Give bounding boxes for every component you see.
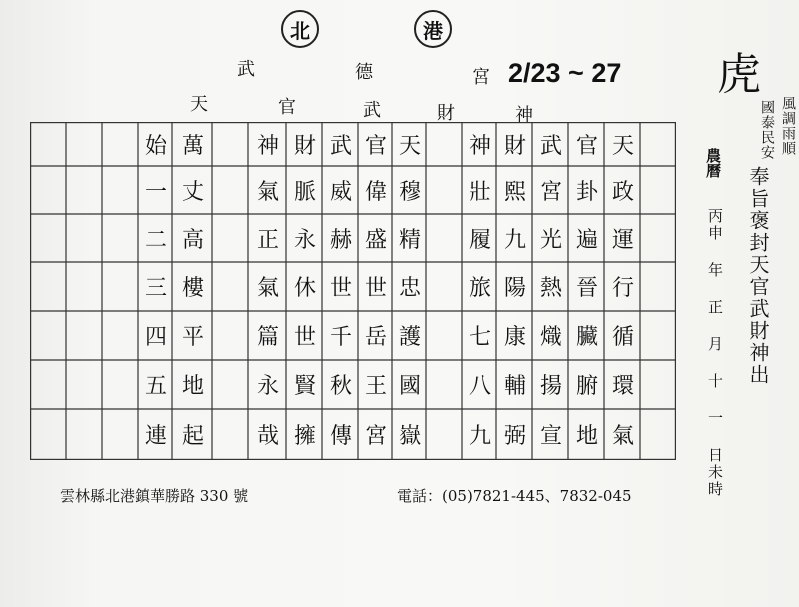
grid-char: 運 bbox=[611, 227, 634, 253]
grid-char: 嶽 bbox=[398, 424, 421, 449]
grid-char: 揚 bbox=[539, 374, 562, 399]
grid-char: 環 bbox=[611, 374, 634, 399]
grid-char: 連 bbox=[144, 424, 167, 449]
grid-char: 永 bbox=[293, 227, 316, 253]
grid-char: 傳 bbox=[329, 424, 352, 449]
grid-char: 晉 bbox=[575, 276, 598, 301]
grid-char: 穆 bbox=[398, 179, 421, 205]
deity-char-1: 天 bbox=[190, 94, 208, 115]
grid-char: 一 bbox=[144, 179, 167, 205]
grid-char: 康 bbox=[503, 325, 526, 350]
deity-char-3: 武 bbox=[363, 100, 381, 121]
grid-char: 盛 bbox=[364, 227, 387, 253]
grid-char: 永 bbox=[256, 374, 279, 399]
deity-char-2: 官 bbox=[278, 97, 296, 118]
grid-char: 循 bbox=[611, 325, 634, 350]
grid-char: 武 bbox=[539, 133, 562, 159]
temple-address: 雲林縣北港鎮華勝路 330 號 bbox=[60, 487, 249, 505]
grid-char: 七 bbox=[468, 325, 491, 350]
lunar-date: 丙申 年 正 月 十 一 日未時 bbox=[706, 208, 724, 498]
grid-char: 天 bbox=[611, 133, 634, 159]
grid-char: 氣 bbox=[256, 276, 279, 301]
decree-text: 奉旨褒封天官武財神出 bbox=[746, 166, 770, 386]
temple-char-2: 德 bbox=[355, 62, 373, 83]
grid-char: 熾 bbox=[539, 325, 562, 350]
grid-char: 政 bbox=[611, 179, 634, 205]
grid-char: 休 bbox=[293, 276, 316, 301]
grid-char: 陽 bbox=[503, 276, 526, 301]
grid-char: 神 bbox=[468, 133, 491, 159]
grid-char: 二 bbox=[144, 227, 167, 253]
grid-char: 宮 bbox=[364, 424, 387, 449]
grid-char: 威 bbox=[329, 179, 352, 205]
grid-char: 地 bbox=[181, 374, 204, 399]
temple-phone: 電話：(05)7821-445、7832-045 bbox=[397, 487, 632, 505]
grid-char: 脈 bbox=[293, 179, 316, 205]
grid-char: 腑 bbox=[575, 374, 598, 399]
grid-char: 神 bbox=[256, 133, 279, 159]
grid-char: 九 bbox=[503, 227, 526, 253]
grid-char: 世 bbox=[293, 325, 316, 350]
grid-char: 八 bbox=[468, 374, 491, 399]
grid-char: 始 bbox=[144, 133, 167, 159]
grid-char: 秋 bbox=[329, 374, 352, 399]
grid-char: 高 bbox=[181, 227, 204, 253]
grid-char: 氣 bbox=[256, 179, 279, 205]
grid-char: 精 bbox=[398, 227, 421, 253]
grid-char: 弼 bbox=[503, 424, 526, 449]
grid-char: 宣 bbox=[539, 424, 562, 449]
motto-wind-rain: 風調雨順 bbox=[780, 96, 796, 156]
grid-char: 履 bbox=[468, 227, 491, 253]
grid-char: 臟 bbox=[575, 325, 598, 350]
grid-char: 天 bbox=[398, 133, 421, 159]
grid-char: 三 bbox=[144, 276, 167, 301]
grid-char: 熱 bbox=[539, 276, 562, 301]
lunar-calendar-label: 農曆 bbox=[704, 148, 722, 178]
grid-char: 岳 bbox=[364, 325, 387, 350]
motto-peace: 國泰民安 bbox=[759, 100, 775, 160]
grid-char: 遍 bbox=[575, 227, 598, 253]
seal-bei: 北 bbox=[281, 10, 319, 48]
grid-char: 宮 bbox=[539, 179, 562, 205]
grid-char: 旅 bbox=[468, 276, 491, 301]
temple-char-1: 武 bbox=[237, 59, 255, 80]
seal-gang: 港 bbox=[414, 10, 452, 48]
grid-char: 世 bbox=[364, 276, 387, 301]
grid-char: 武 bbox=[329, 133, 352, 159]
grid-char: 哉 bbox=[256, 424, 279, 449]
grid-char: 熙 bbox=[503, 179, 526, 205]
grid-char: 護 bbox=[398, 325, 421, 350]
grid-char: 樓 bbox=[181, 276, 204, 301]
grid-char: 九 bbox=[468, 424, 491, 449]
grid-char: 光 bbox=[539, 227, 562, 253]
grid-char: 篇 bbox=[256, 325, 279, 350]
grid-char: 世 bbox=[329, 276, 352, 301]
grid-char: 擁 bbox=[293, 424, 316, 449]
grid-char: 正 bbox=[256, 227, 279, 253]
temple-char-3: 宮 bbox=[472, 67, 490, 88]
grid-char: 行 bbox=[611, 276, 634, 301]
grid-char: 輔 bbox=[503, 374, 526, 399]
grid-char: 四 bbox=[144, 325, 167, 350]
couplet-grid bbox=[30, 122, 676, 460]
grid-char: 賢 bbox=[293, 374, 316, 399]
deity-char-5: 神 bbox=[515, 105, 533, 126]
grid-char: 官 bbox=[364, 133, 387, 159]
grid-char: 財 bbox=[293, 133, 316, 159]
date-note: 2/23 ~ 27 bbox=[508, 58, 622, 88]
grid-char: 五 bbox=[144, 374, 167, 399]
grid-char: 國 bbox=[398, 374, 421, 399]
grid-char: 王 bbox=[364, 374, 387, 399]
tiger-char: 虎 bbox=[717, 49, 761, 100]
grid-char: 平 bbox=[181, 325, 204, 350]
grid-char: 氣 bbox=[611, 424, 634, 449]
grid-char: 起 bbox=[181, 424, 204, 449]
grid-char: 卦 bbox=[575, 179, 598, 205]
grid-char: 千 bbox=[329, 325, 352, 350]
grid-char: 丈 bbox=[181, 179, 204, 205]
grid-char: 偉 bbox=[364, 179, 387, 205]
grid-char: 財 bbox=[503, 133, 526, 159]
grid-char: 官 bbox=[575, 133, 598, 159]
grid-char: 地 bbox=[575, 424, 598, 449]
grid-char: 忠 bbox=[398, 276, 421, 301]
grid-char: 萬 bbox=[181, 133, 204, 159]
grid-char: 壯 bbox=[468, 179, 491, 205]
deity-char-4: 財 bbox=[437, 103, 455, 124]
grid-char: 赫 bbox=[329, 227, 352, 253]
